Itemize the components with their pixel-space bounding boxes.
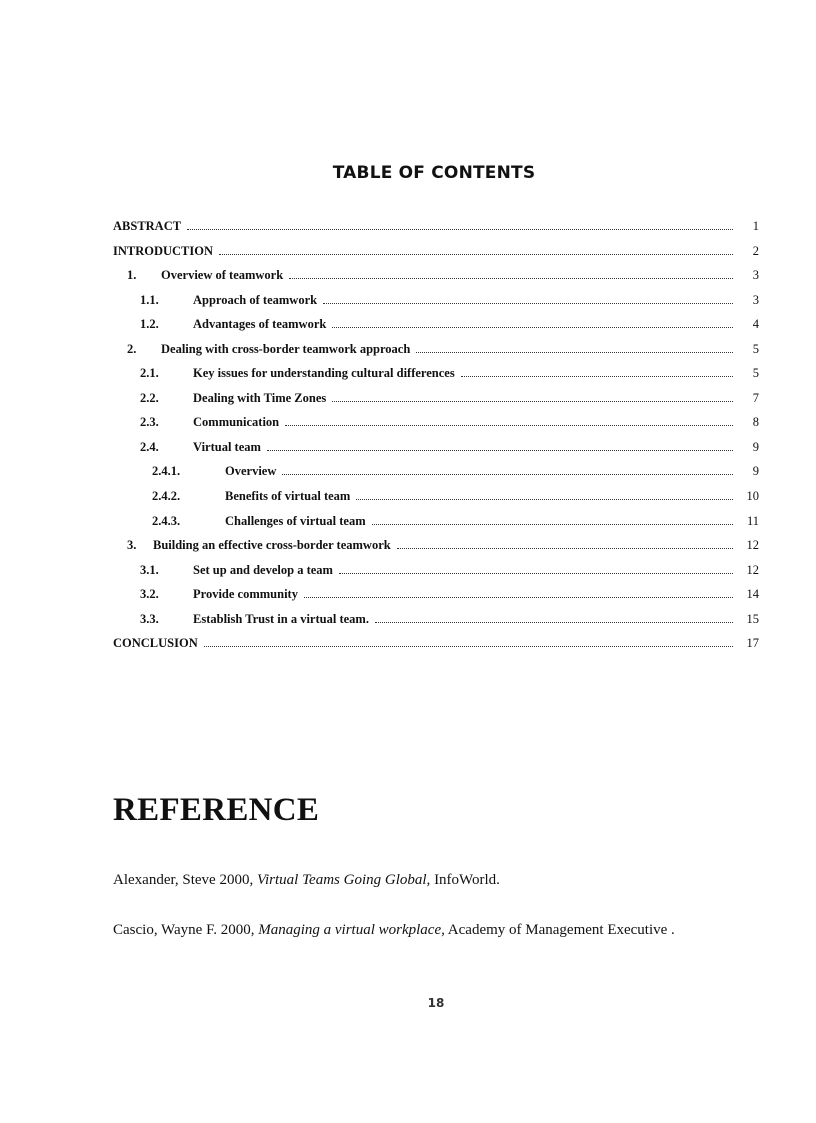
toc-list <box>113 219 759 661</box>
toc-entry-number: 3.3. <box>140 611 159 626</box>
toc-entry[interactable] <box>113 366 759 391</box>
toc-dot-leader <box>204 646 733 647</box>
toc-entry-page: 3 <box>752 268 759 283</box>
toc-dot-leader <box>461 376 733 377</box>
toc-entry-text: Advantages of teamwork <box>193 317 327 332</box>
toc-entry-text: Set up and develop a team <box>193 562 333 577</box>
toc-entry[interactable] <box>113 636 759 661</box>
toc-entry-page: 14 <box>746 587 759 602</box>
toc-entry-text: Provide community <box>193 587 298 602</box>
toc-entry-page: 1 <box>752 219 759 233</box>
toc-entry[interactable] <box>113 538 759 563</box>
reference-entry <box>113 922 675 939</box>
toc-entry-number: 3.1. <box>140 562 159 577</box>
toc-dot-leader <box>372 524 733 525</box>
toc-dot-leader <box>289 278 733 279</box>
toc-entry-text: Virtual team <box>193 439 261 454</box>
toc-entry-number: 2.4. <box>140 439 159 454</box>
reference-publisher: Academy of Management Executive . <box>444 922 675 938</box>
toc-title: TABLE OF CONTENTS <box>332 163 536 183</box>
toc-entry-text: Building an effective cross-border teamwork <box>153 538 391 553</box>
toc-entry-page: 8 <box>752 415 759 430</box>
toc-entry-number: 2.4.2. <box>152 489 181 504</box>
toc-entry-text: Communication <box>193 415 280 430</box>
toc-dot-leader <box>323 303 733 304</box>
toc-entry[interactable] <box>113 612 759 637</box>
reference-work-title: Managing a virtual workplace, <box>258 922 445 938</box>
toc-entry-page: 17 <box>746 636 759 651</box>
toc-entry[interactable] <box>113 587 759 612</box>
toc-entry-number: 2.4.1. <box>152 464 181 479</box>
reference-work-title: Virtual Teams Going Global, <box>256 872 431 888</box>
toc-entry-page: 7 <box>752 390 759 405</box>
toc-entry-number: 3.2. <box>140 587 159 602</box>
toc-dot-leader <box>304 597 733 598</box>
toc-entry[interactable] <box>113 464 759 489</box>
toc-entry-number: 1.1. <box>140 292 159 307</box>
toc-entry-text: ABSTRACT <box>113 219 182 233</box>
toc-entry[interactable] <box>113 415 759 440</box>
toc-entry-text: Establish Trust in a virtual team. <box>193 611 369 626</box>
toc-dot-leader <box>332 327 733 328</box>
toc-entry-number: 2.2. <box>140 390 159 405</box>
toc-entry[interactable] <box>113 440 759 465</box>
toc-entry-text: Key issues for understanding cultural differences <box>193 366 455 381</box>
toc-entry[interactable] <box>113 489 759 514</box>
toc-entry-number: 1. <box>127 268 137 283</box>
toc-entry[interactable] <box>113 317 759 342</box>
toc-dot-leader <box>397 548 733 549</box>
toc-entry-page: 11 <box>746 513 759 528</box>
toc-entry-page: 12 <box>746 562 759 577</box>
toc-entry-text: Dealing with Time Zones <box>193 390 327 405</box>
toc-entry-number: 1.2. <box>140 317 159 332</box>
toc-dot-leader <box>375 622 733 623</box>
toc-entry-text: CONCLUSION <box>113 636 198 651</box>
toc-dot-leader <box>187 229 733 230</box>
toc-dot-leader <box>219 254 733 255</box>
reference-author-year: Alexander, Steve 2000, <box>113 872 257 888</box>
toc-entry[interactable] <box>113 391 759 416</box>
toc-entry[interactable] <box>113 293 759 318</box>
toc-entry-page: 12 <box>746 538 759 553</box>
toc-entry-page: 5 <box>752 366 759 381</box>
toc-entry-number: 2.3. <box>140 415 159 430</box>
toc-dot-leader <box>282 474 733 475</box>
toc-entry-number: 3. <box>127 538 137 553</box>
toc-entry-text: Overview of teamwork <box>161 268 284 283</box>
toc-entry-text: Challenges of virtual team <box>225 513 366 528</box>
toc-entry-page: 5 <box>752 341 759 356</box>
reference-heading: REFERENCE <box>113 792 320 828</box>
reference-publisher: InfoWorld. <box>430 872 500 888</box>
toc-entry-text: INTRODUCTION <box>113 243 214 258</box>
toc-entry-page: 4 <box>752 317 759 332</box>
toc-entry-number: 2. <box>127 341 137 356</box>
toc-entry-page: 9 <box>752 439 759 454</box>
toc-entry-text: Dealing with cross-border teamwork approach <box>161 341 411 356</box>
toc-entry-number: 2.4.3. <box>152 513 181 528</box>
toc-dot-leader <box>332 401 733 402</box>
toc-entry-page: 9 <box>752 464 759 479</box>
toc-entry-text: Benefits of virtual team <box>225 489 351 504</box>
toc-entry[interactable] <box>113 244 759 269</box>
toc-dot-leader <box>356 499 733 500</box>
toc-entry-text: Approach of teamwork <box>193 292 318 307</box>
toc-entry-page: 2 <box>752 243 759 258</box>
toc-entry[interactable] <box>113 268 759 293</box>
reference-entry <box>113 872 500 889</box>
toc-entry-number: 2.1. <box>140 366 159 381</box>
toc-dot-leader <box>285 425 733 426</box>
toc-dot-leader <box>267 450 733 451</box>
toc-entry-page: 15 <box>746 611 759 626</box>
toc-entry[interactable] <box>113 342 759 367</box>
toc-entry-text: Overview <box>225 464 277 479</box>
page-number: 18 <box>427 996 445 1010</box>
toc-dot-leader <box>416 352 733 353</box>
toc-entry-page: 3 <box>752 292 759 307</box>
reference-author-year: Cascio, Wayne F. 2000, <box>113 922 259 938</box>
toc-entry-page: 10 <box>746 489 759 504</box>
toc-dot-leader <box>339 573 733 574</box>
toc-entry[interactable] <box>113 514 759 539</box>
toc-entry[interactable] <box>113 219 759 244</box>
toc-entry[interactable] <box>113 563 759 588</box>
